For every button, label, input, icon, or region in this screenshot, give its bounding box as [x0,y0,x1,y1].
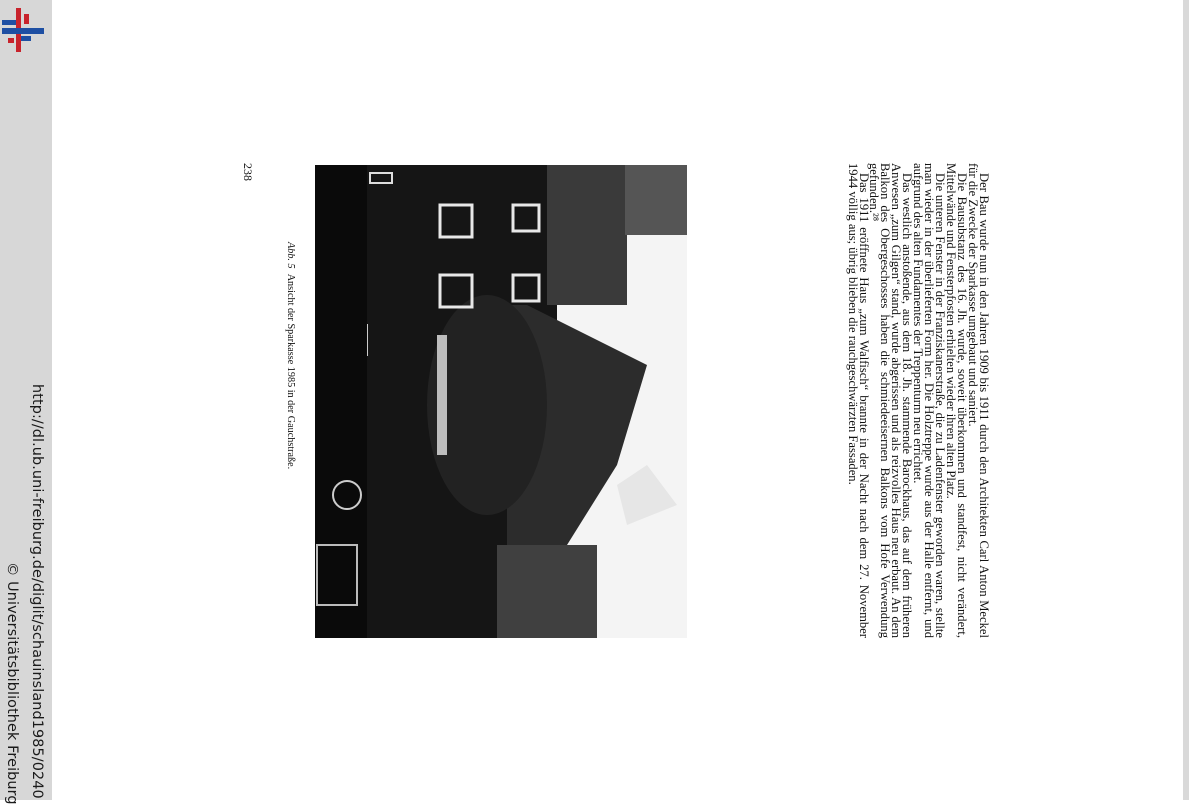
caption-text: Ansicht der Sparkasse 1985 in der Gauchstraße. [285,273,296,470]
page-number: 238 [241,163,255,181]
scrollbar[interactable] [1183,0,1189,800]
body-text [847,163,989,638]
scanned-page [241,163,991,638]
figure-caption [285,242,296,469]
sidebar [0,0,52,805]
paragraph: Die Bausubstanz des 16. Jh. wurde, soweit überkommen und standfest, nicht verändert, Mittelwände und Fensterpfosten erhielten wieder ihren alten Platz. [944,163,970,638]
paragraph: Das 1911 eröffnete Haus „zum Walfisch“ brannte in der Nacht nach dem 27. November 1944 völlig aus; übrig blieben die rauchgeschwärzten Fassaden. [845,163,871,638]
source-url[interactable]: http://dl.ub.uni-freiburg.de/diglit/schauinsland1985/0240 [29,384,45,799]
caption-prefix: Abb. 5 [285,242,296,269]
building-photo [315,165,687,638]
copyright-notice: © Universitätsbibliothek Freiburg [4,562,20,805]
paragraph: Die unteren Fenster in der Franziskanerstraße, die zu Ladenfenster geworden waren, stellte man wieder in der überlieferten Form her. Die Holztreppe wurde aus der Halle entfernt, und aufgrund des alten Fundamentes der Treppenturm neu errichtet. [911,163,948,638]
library-logo-icon [2,8,44,52]
paragraph: Der Bau wurde nun in den Jahren 1909 bis 1911 durch den Architekten Carl Anton Meckel für die Zwecke der Sparkasse umgebaut und saniert. [966,163,991,638]
paragraph: Das westlich anstoßende, aus dem 18. Jh. stammende Barockhaus, das auf dem früheren Anwesen „zum Gilgen“ stand, wurde abgerissen und als reizvolles Haus neu erbaut. An dem Balkon des Obergeschosses haben die schmiedeeisernen Balkons vom Hofe Verwendung gefunden.²⁸ [867,163,915,638]
